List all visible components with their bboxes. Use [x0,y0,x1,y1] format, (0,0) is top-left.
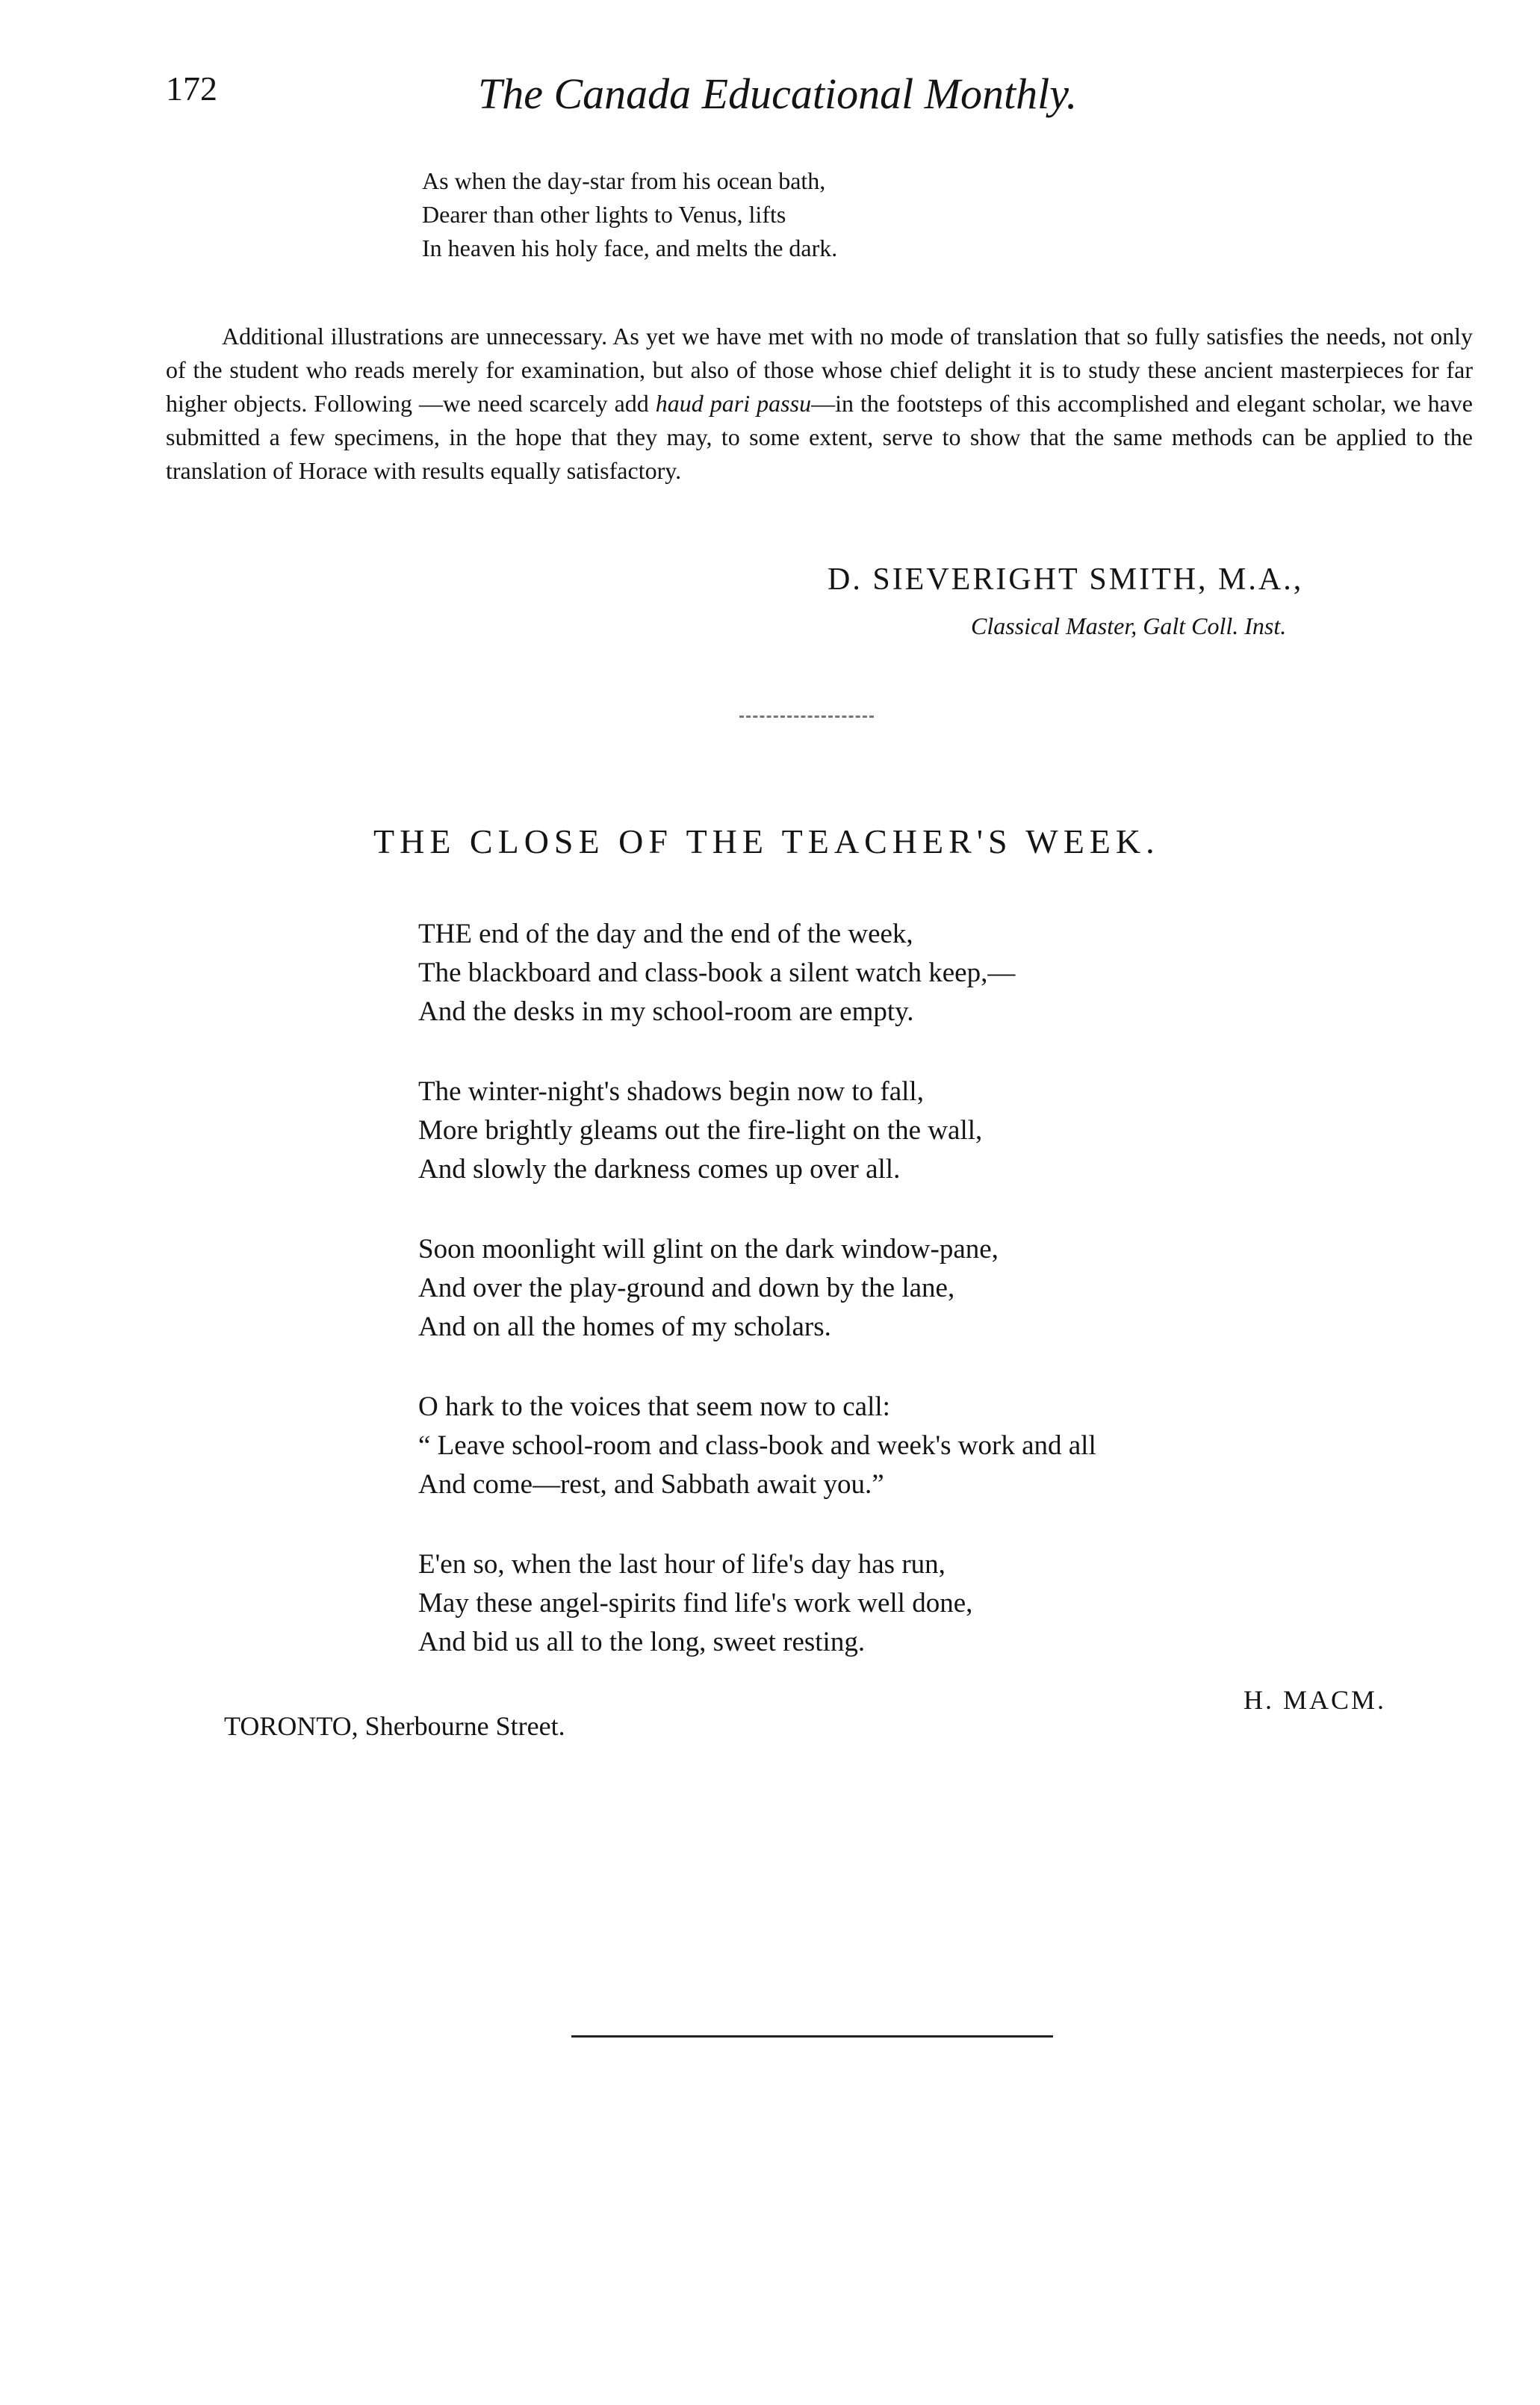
poem-place: TORONTO, Sherbourne Street. [224,1711,565,1741]
poem-line: “ Leave school-room and class-book and week's work and all [418,1430,1096,1461]
stanza [418,1388,1389,1504]
stanza [418,1073,1389,1189]
section-divider [739,716,874,720]
poem-line: And slowly the darkness comes up over all. [418,1154,901,1185]
verse-line: In heaven his holy face, and melts the dark. [422,235,838,261]
stanza [418,1230,1389,1347]
poem-line: The winter-night's shadows begin now to fall, [418,1076,924,1107]
stanza [418,915,1389,1031]
essay-text-italic: haud pari passu [655,390,812,417]
verse-line: As when the day-star from his ocean bath, [422,167,826,194]
poem-line: E'en so, when the last hour of life's day has run, [418,1549,946,1580]
poem-title: THE CLOSE OF THE TEACHER'S WEEK. [373,822,1160,860]
poem-body [418,915,1389,1703]
verse-quotation [422,164,1393,265]
poem-line: Soon moonlight will glint on the dark window-pane, [418,1234,999,1264]
page-header [0,69,1540,121]
poem-line: THE end of the day and the end of the week, [418,919,913,949]
stanza [418,1545,1389,1662]
verse-line: Dearer than other lights to Venus, lifts [422,201,786,228]
essay-text-start: Additional illustrations are unnecessary. As yet we have met with no mode of translation that so fully satisfies the needs, not only of the student who reads merely for examination, but also of those whose chief delight it is to study these ancient masterpieces for far higher objects. Following —we need scarcely add [166,323,1473,417]
closing-rule [571,2035,1053,2038]
poem-line: May these angel-spirits find life's work well done, [418,1588,973,1619]
poem-author: H. MACM. [1244,1685,1387,1715]
essay-signature: D. SIEVERIGHT SMITH, M.A., [828,562,1304,597]
poem-line: And bid us all to the long, sweet resting. [418,1627,866,1657]
poem-line: More brightly gleams out the fire-light on the wall, [418,1115,983,1146]
essay-text-end: —in the footsteps of this accomplished and elegant scholar, we have submitted a few specimens, in the hope that they may, to some extent, serve to show that the same methods can be applied to the translation of Horace with results equally satisfactory. [166,390,1474,484]
poem-line: O hark to the voices that seem now to call: [418,1391,890,1422]
essay-affiliation: Classical Master, Galt Coll. Inst. [971,612,1287,639]
poem-line: And come—rest, and Sabbath await you.” [418,1469,884,1500]
essay-paragraph [166,320,1473,488]
poem-line: And on all the homes of my scholars. [418,1312,831,1342]
page-number: 172 [166,69,217,108]
poem-line: And the desks in my school-room are empty. [418,996,914,1027]
running-title: The Canada Educational Monthly. [478,69,1078,118]
poem-line: And over the play-ground and down by the lane, [418,1273,955,1303]
poem-line: The blackboard and class-book a silent watch keep,— [418,958,1016,988]
